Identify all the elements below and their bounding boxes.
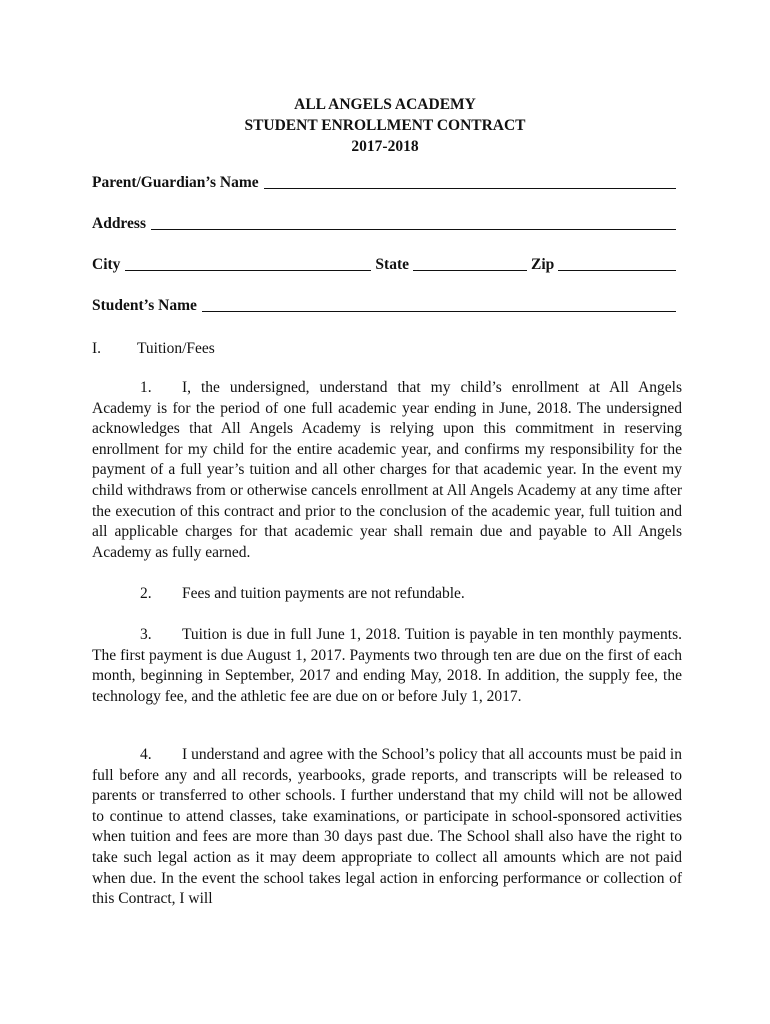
school-year: 2017-2018 (351, 138, 419, 155)
clause-number: 4. (140, 746, 152, 763)
clause-text: I understand and agree with the School’s policy that all accounts must be paid in full before any and all records, yearbooks, grade reports, and transcripts will be released to parents or transferred to other schools. I further understand that my child will not be allowed to continue to attend classes, take examinations, or participate in school-sponsored activities when tuition and fees are more than 30 days past due. The School shall also have the right to take such legal action as it may deem appropriate to collect all amounts which are not paid when due. In the event the school takes legal action in enforcing performance or collection of this Contract, I will (92, 746, 682, 908)
address-field (92, 215, 676, 233)
clause-number: 1. (140, 379, 152, 396)
state-label: State (375, 256, 409, 273)
document-header (0, 94, 770, 157)
address-label: Address (92, 215, 146, 232)
address-blank[interactable] (151, 215, 676, 230)
student-name-blank[interactable] (202, 297, 676, 312)
section-title: Tuition/Fees (137, 340, 215, 357)
clause-text: Fees and tuition payments are not refundable. (182, 585, 465, 602)
city-blank[interactable] (125, 256, 371, 271)
state-blank[interactable] (413, 256, 527, 271)
clause-number: 3. (140, 626, 152, 643)
clause-1 (92, 378, 682, 563)
zip-blank[interactable] (558, 256, 676, 271)
parent-name-field (92, 174, 676, 192)
section-heading (92, 340, 215, 358)
zip-label: Zip (531, 256, 555, 273)
parent-name-blank[interactable] (264, 174, 676, 189)
clause-4 (92, 745, 682, 910)
student-name-label: Student’s Name (92, 297, 197, 314)
clause-3 (92, 625, 682, 707)
parent-name-label: Parent/Guardian’s Name (92, 174, 259, 191)
contract-title: STUDENT ENROLLMENT CONTRACT (244, 117, 526, 134)
clause-number: 2. (140, 585, 152, 602)
clause-2 (92, 584, 682, 605)
school-name: ALL ANGELS ACADEMY (294, 96, 476, 113)
clause-text: Tuition is due in full June 1, 2018. Tuition is payable in ten monthly payments. The first payment is due August 1, 2017. Payments two through ten are due on the first of each month, beginning in September, 2017 and ending May, 2018. In addition, the supply fee, the technology fee, and the athletic fee are due on or before July 1, 2017. (92, 626, 682, 705)
city-label: City (92, 256, 121, 273)
section-number: I. (92, 340, 102, 357)
clause-text: I, the undersigned, understand that my child’s enrollment at All Angels Academy is for the period of one full academic year ending in June, 2018. The undersigned acknowledges that All Angels Academy is relying upon this commitment in reserving enrollment for my child for the entire academic year, and confirms my responsibility for the payment of a full year’s tuition and all other charges for that academic year. In the event my child withdraws from or otherwise cancels enrollment at All Angels Academy at any time after the execution of this contract and prior to the conclusion of the academic year, full tuition and all applicable charges for that academic year shall remain due and payable to All Angels Academy as fully earned. (92, 379, 682, 561)
student-name-field (92, 297, 676, 315)
city-state-zip-field (92, 256, 676, 274)
